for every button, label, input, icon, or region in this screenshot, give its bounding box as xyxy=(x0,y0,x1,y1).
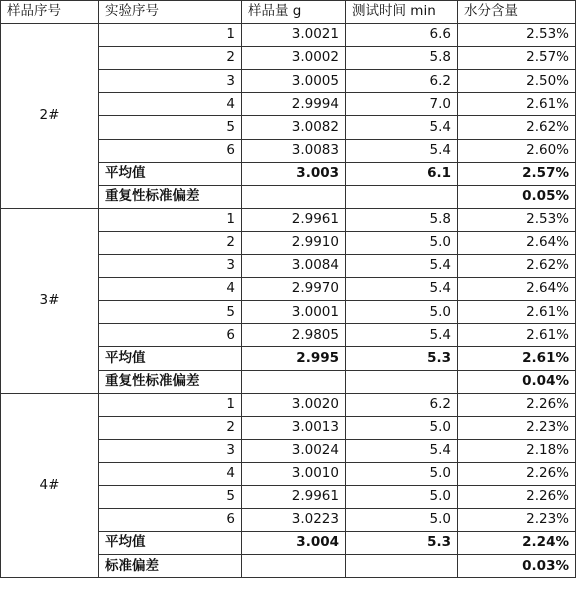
deviation-moisture: 0.05% xyxy=(458,185,576,208)
time-cell: 5.0 xyxy=(346,509,458,532)
header-sample: 样品序号 xyxy=(1,1,99,24)
time-cell: 5.4 xyxy=(346,255,458,278)
mass-cell: 3.0020 xyxy=(242,393,346,416)
experiment-number: 1 xyxy=(99,208,242,231)
mass-cell: 2.9961 xyxy=(242,208,346,231)
mass-cell: 2.9805 xyxy=(242,324,346,347)
moisture-cell: 2.64% xyxy=(458,231,576,254)
sample-id-cell: 2# xyxy=(1,24,99,209)
average-mass: 3.003 xyxy=(242,162,346,185)
moisture-cell: 2.26% xyxy=(458,462,576,485)
moisture-cell: 2.18% xyxy=(458,439,576,462)
empty-cell xyxy=(346,555,458,578)
average-moisture: 2.24% xyxy=(458,532,576,555)
header-experiment: 实验序号 xyxy=(99,1,242,24)
time-cell: 5.4 xyxy=(346,324,458,347)
moisture-cell: 2.26% xyxy=(458,485,576,508)
experiment-number: 4 xyxy=(99,278,242,301)
mass-cell: 3.0021 xyxy=(242,24,346,47)
time-cell: 5.0 xyxy=(346,462,458,485)
time-cell: 5.0 xyxy=(346,301,458,324)
mass-cell: 2.9910 xyxy=(242,231,346,254)
time-cell: 5.4 xyxy=(346,116,458,139)
experiment-number: 2 xyxy=(99,47,242,70)
empty-cell xyxy=(242,185,346,208)
experiment-number: 5 xyxy=(99,301,242,324)
moisture-cell: 2.62% xyxy=(458,116,576,139)
empty-cell xyxy=(242,370,346,393)
time-cell: 6.6 xyxy=(346,24,458,47)
moisture-cell: 2.23% xyxy=(458,416,576,439)
mass-cell: 3.0024 xyxy=(242,439,346,462)
moisture-cell: 2.61% xyxy=(458,93,576,116)
header-time: 测试时间 min xyxy=(346,1,458,24)
experiment-number: 2 xyxy=(99,416,242,439)
header-row xyxy=(1,1,576,24)
sample-id-cell: 4# xyxy=(1,393,99,578)
mass-cell: 3.0005 xyxy=(242,70,346,93)
time-cell: 5.0 xyxy=(346,416,458,439)
experiment-number: 1 xyxy=(99,24,242,47)
deviation-moisture: 0.03% xyxy=(458,555,576,578)
experiment-number: 3 xyxy=(99,255,242,278)
time-cell: 5.4 xyxy=(346,278,458,301)
average-label: 平均值 xyxy=(99,162,242,185)
time-cell: 6.2 xyxy=(346,393,458,416)
deviation-label: 重复性标准偏差 xyxy=(99,185,242,208)
mass-cell: 3.0223 xyxy=(242,509,346,532)
experiment-number: 6 xyxy=(99,324,242,347)
mass-cell: 3.0010 xyxy=(242,462,346,485)
deviation-label: 标准偏差 xyxy=(99,555,242,578)
time-cell: 5.4 xyxy=(346,439,458,462)
experiment-number: 4 xyxy=(99,93,242,116)
time-cell: 7.0 xyxy=(346,93,458,116)
time-cell: 5.8 xyxy=(346,47,458,70)
experiment-number: 5 xyxy=(99,116,242,139)
average-time: 5.3 xyxy=(346,347,458,370)
experiment-number: 3 xyxy=(99,70,242,93)
moisture-cell: 2.62% xyxy=(458,255,576,278)
mass-cell: 3.0013 xyxy=(242,416,346,439)
average-mass: 3.004 xyxy=(242,532,346,555)
mass-cell: 3.0082 xyxy=(242,116,346,139)
header-mass: 样品量 g xyxy=(242,1,346,24)
time-cell: 5.0 xyxy=(346,231,458,254)
table-row xyxy=(1,393,576,416)
table-row xyxy=(1,24,576,47)
empty-cell xyxy=(346,185,458,208)
average-time: 6.1 xyxy=(346,162,458,185)
average-label: 平均值 xyxy=(99,532,242,555)
time-cell: 6.2 xyxy=(346,70,458,93)
experiment-number: 1 xyxy=(99,393,242,416)
mass-cell: 3.0002 xyxy=(242,47,346,70)
moisture-cell: 2.60% xyxy=(458,139,576,162)
mass-cell: 2.9961 xyxy=(242,485,346,508)
moisture-cell: 2.61% xyxy=(458,301,576,324)
average-time: 5.3 xyxy=(346,532,458,555)
moisture-cell: 2.23% xyxy=(458,509,576,532)
moisture-cell: 2.57% xyxy=(458,47,576,70)
mass-cell: 3.0001 xyxy=(242,301,346,324)
moisture-cell: 2.53% xyxy=(458,24,576,47)
moisture-cell: 2.53% xyxy=(458,208,576,231)
time-cell: 5.0 xyxy=(346,485,458,508)
empty-cell xyxy=(242,555,346,578)
experiment-number: 6 xyxy=(99,509,242,532)
mass-cell: 3.0083 xyxy=(242,139,346,162)
mass-cell: 2.9994 xyxy=(242,93,346,116)
header-moisture: 水分含量 xyxy=(458,1,576,24)
deviation-label: 重复性标准偏差 xyxy=(99,370,242,393)
table-body xyxy=(1,24,576,578)
moisture-cell: 2.26% xyxy=(458,393,576,416)
experiment-number: 6 xyxy=(99,139,242,162)
experiment-number: 3 xyxy=(99,439,242,462)
experiment-number: 4 xyxy=(99,462,242,485)
sample-id-cell: 3# xyxy=(1,208,99,393)
time-cell: 5.4 xyxy=(346,139,458,162)
mass-cell: 3.0084 xyxy=(242,255,346,278)
moisture-cell: 2.50% xyxy=(458,70,576,93)
experiment-number: 2 xyxy=(99,231,242,254)
mass-cell: 2.9970 xyxy=(242,278,346,301)
moisture-cell: 2.64% xyxy=(458,278,576,301)
deviation-moisture: 0.04% xyxy=(458,370,576,393)
time-cell: 5.8 xyxy=(346,208,458,231)
moisture-cell: 2.61% xyxy=(458,324,576,347)
average-moisture: 2.61% xyxy=(458,347,576,370)
average-moisture: 2.57% xyxy=(458,162,576,185)
experiment-number: 5 xyxy=(99,485,242,508)
average-mass: 2.995 xyxy=(242,347,346,370)
table-row xyxy=(1,208,576,231)
average-label: 平均值 xyxy=(99,347,242,370)
empty-cell xyxy=(346,370,458,393)
